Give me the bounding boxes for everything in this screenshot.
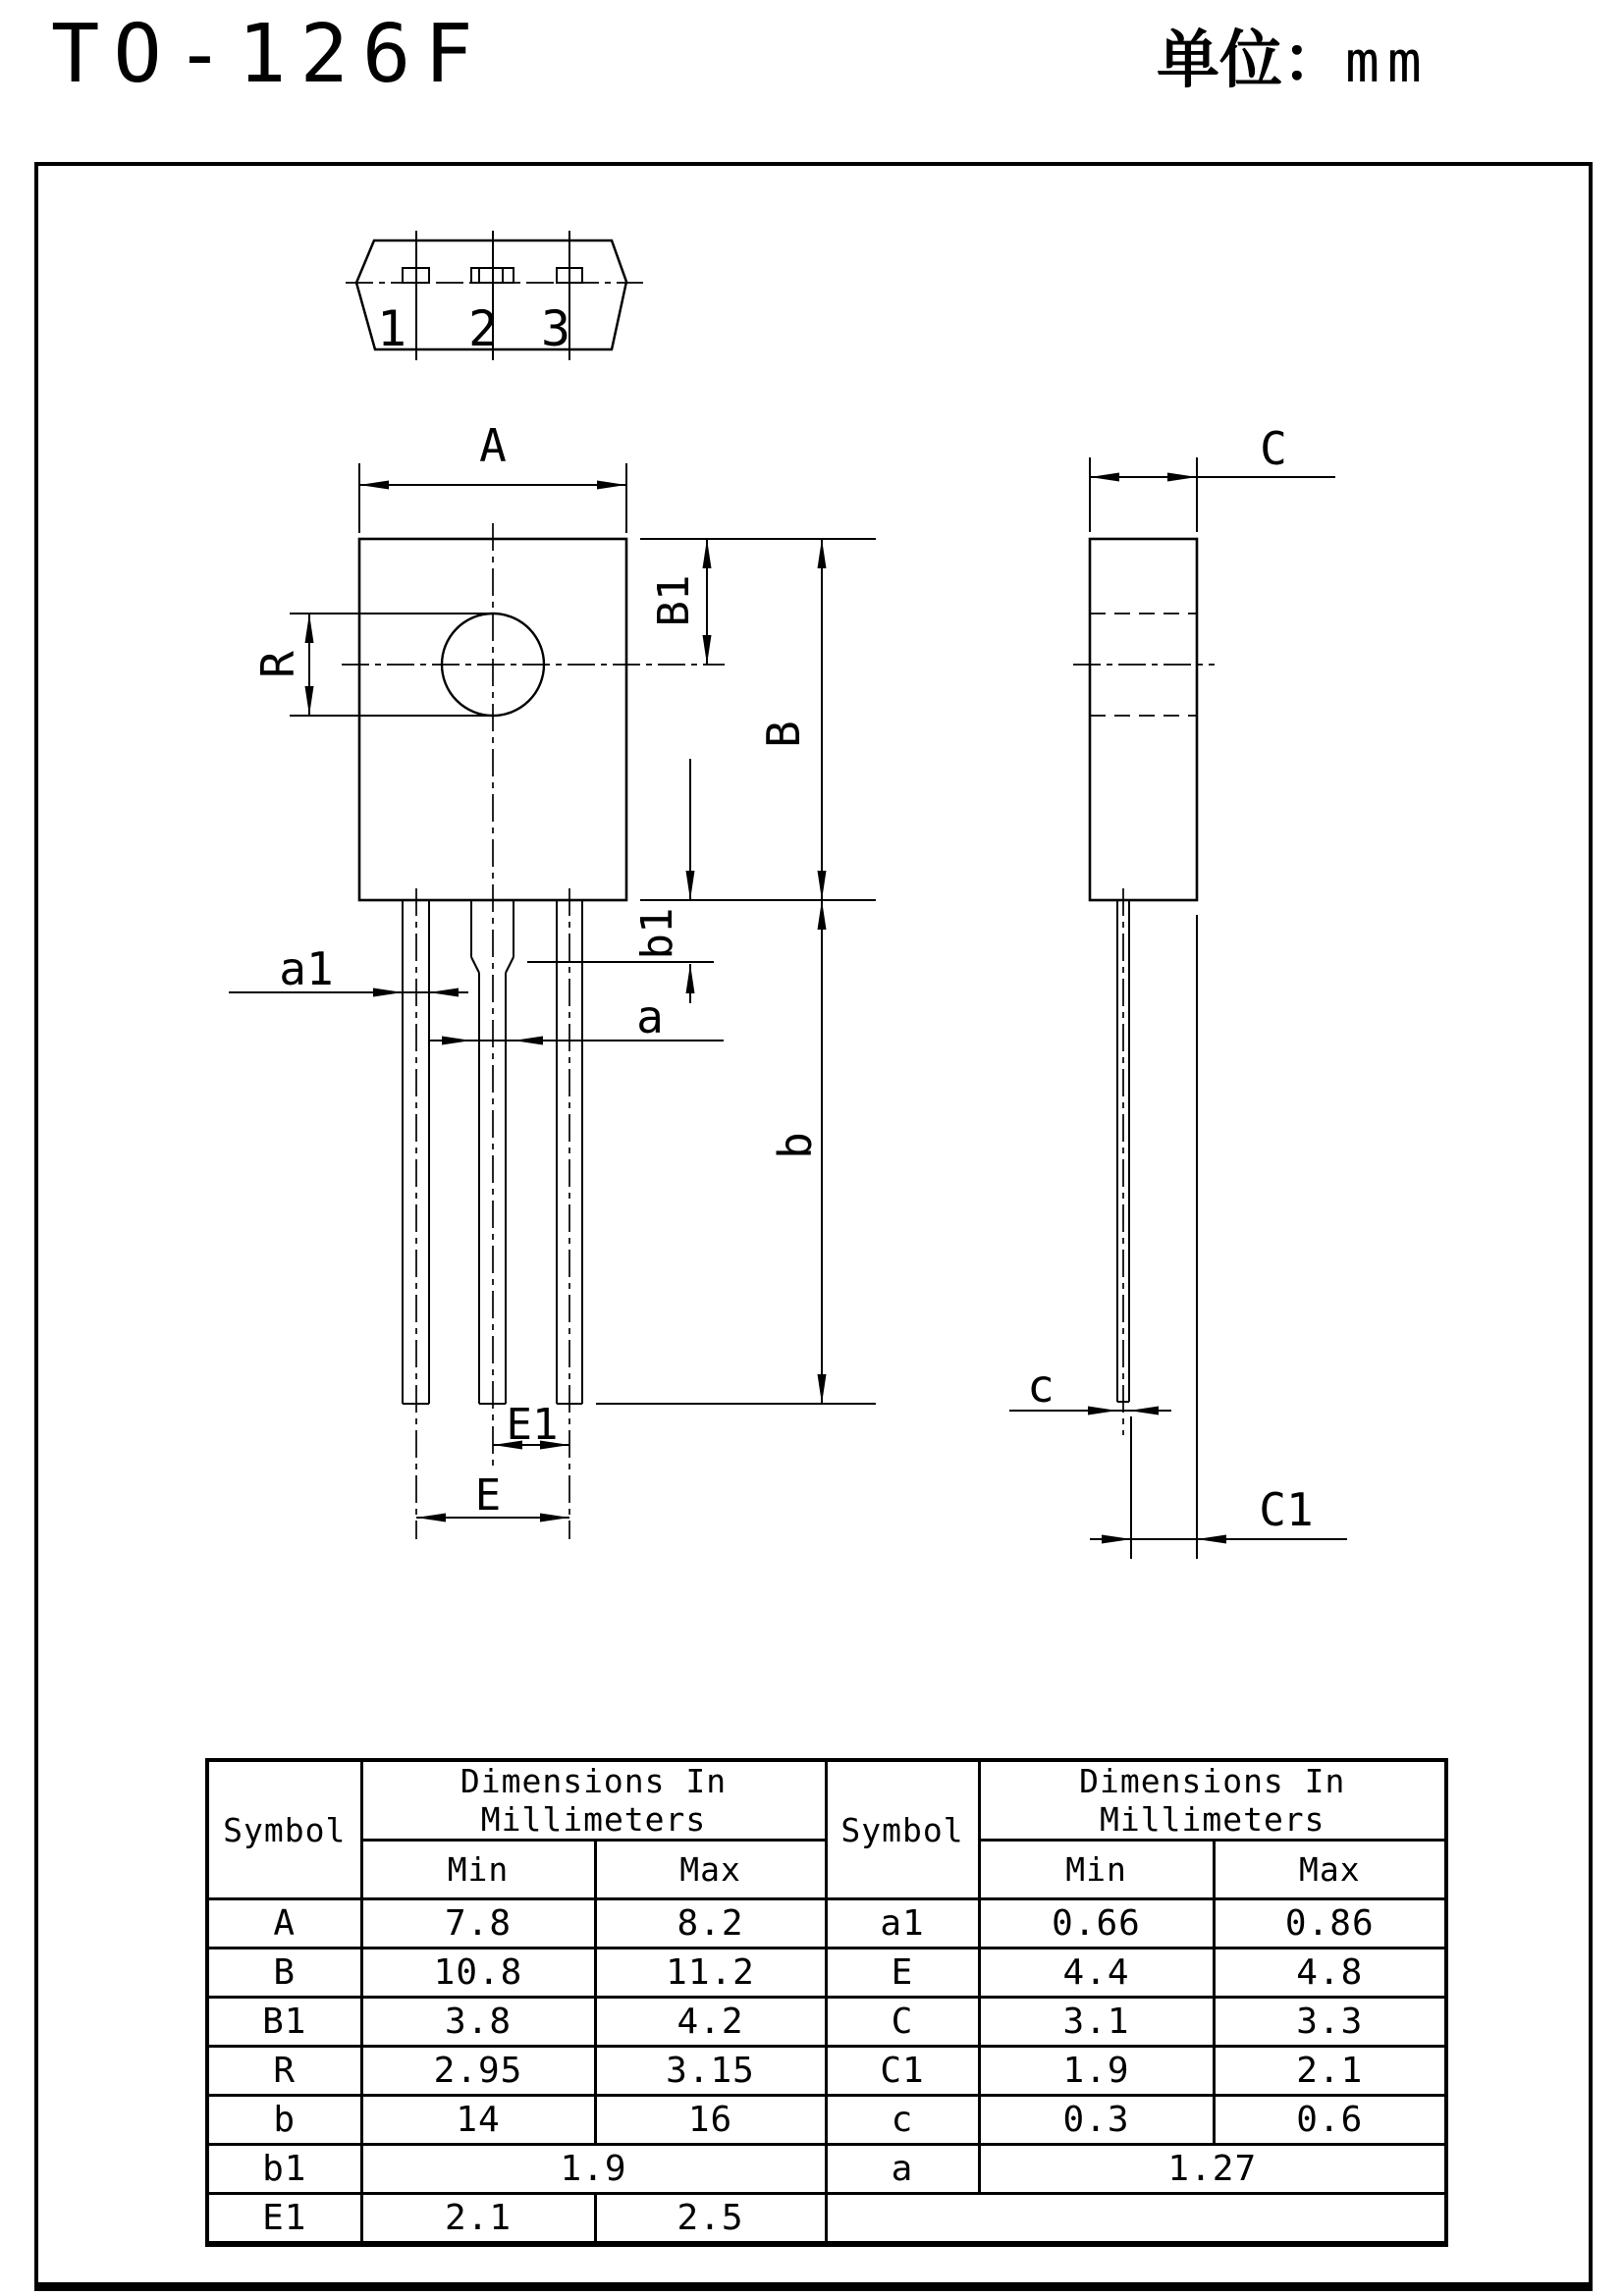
header-max-right: Max	[1214, 1841, 1446, 1899]
dim-b	[596, 900, 876, 1404]
side-body	[1090, 539, 1197, 900]
dimension-table	[205, 1758, 1448, 2247]
symbol-cell: c	[826, 2096, 979, 2145]
min-cell: 14	[361, 2096, 595, 2145]
header-min-right: Min	[979, 1841, 1214, 1899]
symbol-cell: C	[826, 1998, 979, 2047]
pin2-label: 2	[467, 300, 499, 357]
header-max-left: Max	[595, 1841, 826, 1899]
min-cell: 3.8	[361, 1998, 595, 2047]
symbol-cell: b	[207, 2096, 361, 2145]
table-header-row-1	[207, 1760, 1446, 1841]
symbol-cell: b1	[207, 2145, 361, 2194]
min-cell: 3.1	[979, 1998, 1214, 2047]
dim-a	[430, 990, 724, 1043]
dim-label-R: R	[251, 651, 304, 678]
top-view	[346, 231, 643, 360]
max-cell: 16	[595, 2096, 826, 2145]
min-cell: 0.66	[979, 1899, 1214, 1949]
dim-label-a1: a1	[279, 942, 334, 995]
symbol-cell: a	[826, 2145, 979, 2194]
symbol-cell: C1	[826, 2047, 979, 2096]
max-cell: 8.2	[595, 1899, 826, 1949]
dim-E1	[493, 1400, 569, 1450]
symbol-cell: a1	[826, 1899, 979, 1949]
side-pin	[1117, 888, 1129, 1435]
max-cell: 11.2	[595, 1949, 826, 1998]
min-cell: 1.9	[979, 2047, 1214, 2096]
dimension-table-wrap	[205, 1758, 1448, 2247]
table-row	[207, 2145, 1446, 2194]
max-cell: 2.5	[595, 2194, 826, 2245]
unit-label-mm: mm	[1345, 28, 1430, 95]
dim-E	[416, 1470, 569, 1521]
table-row	[207, 2096, 1446, 2145]
symbol-cell: R	[207, 2047, 361, 2096]
table-row	[207, 2194, 1446, 2245]
min-cell: 2.95	[361, 2047, 595, 2096]
min-cell: 2.1	[361, 2194, 595, 2245]
dim-label-C1: C1	[1259, 1483, 1314, 1536]
dim-c	[1009, 1360, 1171, 1413]
min-cell: 10.8	[361, 1949, 595, 1998]
max-cell: 3.3	[1214, 1998, 1446, 2047]
max-cell: 4.8	[1214, 1949, 1446, 1998]
table-row	[207, 1899, 1446, 1949]
dim-label-A: A	[479, 419, 507, 472]
max-cell: 0.86	[1214, 1899, 1446, 1949]
symbol-cell: E	[826, 1949, 979, 1998]
dim-B1	[640, 539, 876, 665]
front-view	[229, 419, 876, 1539]
min-cell: 7.8	[361, 1899, 595, 1949]
dim-label-c: c	[1027, 1360, 1055, 1413]
dim-label-C: C	[1260, 422, 1287, 475]
min-cell: 0.3	[979, 2096, 1214, 2145]
span-value-cell: 1.27	[979, 2145, 1446, 2194]
symbol-cell: B1	[207, 1998, 361, 2047]
dim-label-b: b	[769, 1132, 822, 1159]
table-row	[207, 2047, 1446, 2096]
dim-label-B1: B1	[649, 574, 699, 627]
table-row	[207, 1949, 1446, 1998]
header-dims-right: Dimensions In Millimeters	[979, 1760, 1446, 1841]
header-dims-left: Dimensions In Millimeters	[361, 1760, 826, 1841]
max-cell: 2.1	[1214, 2047, 1446, 2096]
dim-a1	[229, 942, 468, 995]
empty-cell	[826, 2194, 1446, 2245]
dim-label-B: B	[757, 721, 810, 748]
header-symbol-left: Symbol	[207, 1760, 361, 1899]
dim-b1	[527, 759, 714, 1003]
symbol-cell: B	[207, 1949, 361, 1998]
min-cell: 4.4	[979, 1949, 1214, 1998]
dim-label-E: E	[474, 1470, 502, 1521]
package-title: TO-126F	[51, 8, 487, 101]
dim-label-E1: E1	[506, 1400, 559, 1450]
unit-label-cjk: 单位：	[1157, 24, 1345, 97]
dim-label-a: a	[636, 990, 664, 1043]
pin1-label: 1	[376, 300, 407, 357]
header-symbol-right: Symbol	[826, 1760, 979, 1899]
max-cell: 0.6	[1214, 2096, 1446, 2145]
max-cell: 4.2	[595, 1998, 826, 2047]
dim-A	[359, 419, 626, 533]
max-cell: 3.15	[595, 2047, 826, 2096]
pin3-label: 3	[540, 300, 571, 357]
dim-C	[1090, 422, 1335, 532]
symbol-cell: A	[207, 1899, 361, 1949]
symbol-cell: E1	[207, 2194, 361, 2245]
span-value-cell: 1.9	[361, 2145, 826, 2194]
dim-label-b1: b1	[632, 907, 682, 960]
side-view	[1009, 422, 1347, 1559]
table-row	[207, 1998, 1446, 2047]
header-min-left: Min	[361, 1841, 595, 1899]
